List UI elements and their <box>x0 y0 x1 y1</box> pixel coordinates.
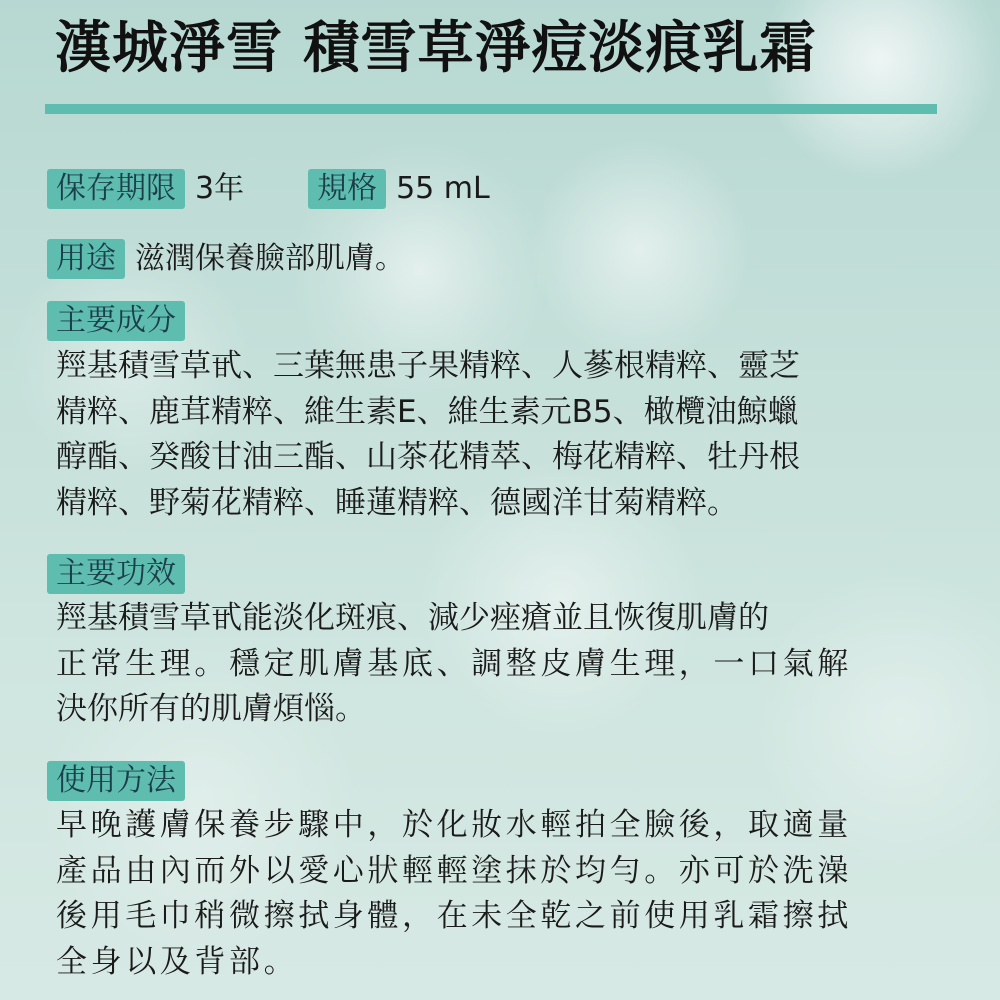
method-line: 全身以及背部。 <box>56 943 299 980</box>
spec-label: 規格 <box>308 169 386 209</box>
ingredients-line: 精粹、鹿茸精粹、維生素E、維生素元B5、橄欖油鯨蠟 <box>56 393 799 430</box>
info-row-shelf-spec <box>47 168 490 210</box>
method-line: 產品由內而外以愛心狀輕輕塗抹於均勻。亦可於洗澡 <box>56 852 852 889</box>
method-line: 後用毛巾稍微擦拭身體，在未全乾之前使用乳霜擦拭 <box>56 898 852 934</box>
ingredients-heading <box>47 300 195 342</box>
effects-line: 決你所有的肌膚煩惱。 <box>56 691 366 727</box>
effects-heading <box>47 553 195 595</box>
ingredients-line: 醇酯、癸酸甘油三酯、山茶花精萃、梅花精粹、牡丹根 <box>56 439 800 475</box>
effects-text <box>56 596 956 733</box>
effects-line: 羥基積雪草甙能淡化斑痕、減少痤瘡並且恢復肌膚的 <box>56 600 769 636</box>
usage-label: 用途 <box>47 239 125 279</box>
method-line: 早晚護膚保養步驟中，於化妝水輕拍全臉後，取適量 <box>56 807 852 843</box>
method-label: 使用方法 <box>47 761 185 801</box>
effects-line: 正常生理。穩定肌膚基底、調整皮膚生理，一口氣解 <box>56 645 852 682</box>
usage-value: 滋潤保養臉部肌膚。 <box>135 241 405 276</box>
info-row-usage <box>47 238 405 280</box>
spec-value: 55 mL <box>396 171 490 206</box>
effects-label: 主要功效 <box>47 554 185 594</box>
title-divider <box>45 104 937 114</box>
shelf-life-value: 3年 <box>195 171 245 206</box>
method-heading <box>47 760 195 802</box>
ingredients-line: 精粹、野菊花精粹、睡蓮精粹、德國洋甘菊精粹。 <box>56 484 738 521</box>
ingredients-line: 羥基積雪草甙、三葉無患子果精粹、人蔘根精粹、靈芝 <box>56 348 800 384</box>
ingredients-label: 主要成分 <box>47 301 185 341</box>
product-title: 漢城淨雪 積雪草淨痘淡痕乳霜 <box>55 15 817 81</box>
shelf-life-label: 保存期限 <box>47 169 185 209</box>
ingredients-text <box>56 344 956 526</box>
method-text <box>56 803 956 985</box>
